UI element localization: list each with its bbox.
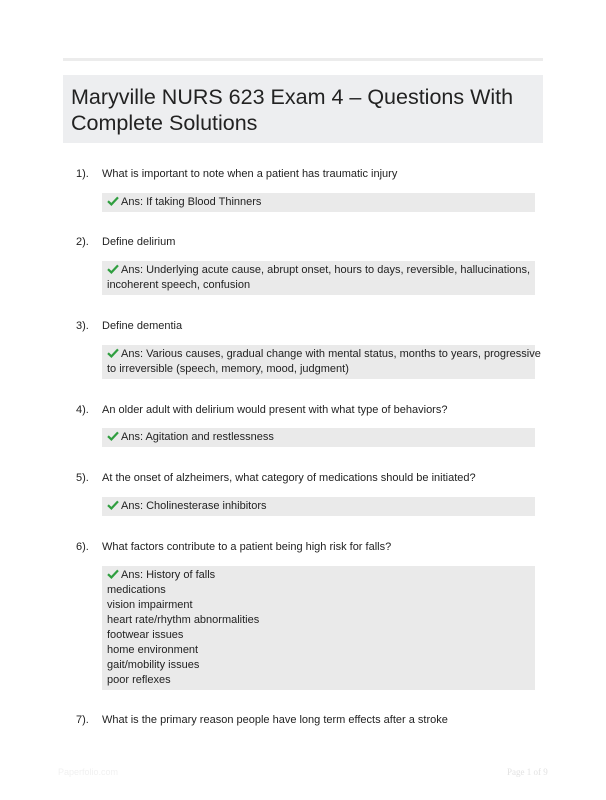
question-text: Define dementia	[102, 320, 183, 332]
footer-watermark: Paperfolio.com	[58, 767, 119, 777]
question-number: 4).	[76, 404, 89, 416]
answer-line: heart rate/rhythm abnormalities	[107, 614, 260, 626]
answer-line	[107, 195, 531, 210]
question-text: At the onset of alzheimers, what category of medications should be initiated?	[102, 472, 476, 484]
answer-line: home environment	[107, 644, 199, 656]
answer-line: to irreversible (speech, memory, mood, judgment)	[107, 363, 349, 375]
title-banner	[63, 75, 543, 143]
question-text: What is important to note when a patient has traumatic injury	[102, 168, 398, 180]
question-text: Define delirium	[102, 236, 176, 248]
check-icon	[107, 431, 119, 441]
check-icon	[107, 196, 119, 206]
answer-box	[102, 566, 535, 690]
question-text: What is the primary reason people have long term effects after a stroke	[102, 714, 448, 726]
answer-text: Ans: Agitation and restlessness	[121, 431, 274, 443]
page-indicator: Page 1 of 9	[507, 767, 548, 777]
answer-text: Ans: Various causes, gradual change with mental status, months to years, progressive	[121, 348, 541, 360]
question-number: 3).	[76, 320, 89, 332]
top-divider	[63, 58, 543, 61]
question-number: 7).	[76, 714, 89, 726]
answer-line: gait/mobility issues	[107, 659, 200, 671]
answer-text: Ans: Underlying acute cause, abrupt onset, hours to days, reversible, hallucinations,	[121, 264, 531, 276]
answer-box	[102, 428, 535, 447]
check-icon	[107, 348, 119, 358]
answer-box	[102, 345, 541, 379]
question-number: 6).	[76, 541, 89, 553]
question-number: 1).	[76, 168, 89, 180]
answer-box	[102, 497, 535, 516]
answer-line	[107, 263, 531, 278]
answer-line	[107, 499, 531, 514]
question-text: An older adult with delirium would present with what type of behaviors?	[102, 404, 448, 416]
answer-line: footwear issues	[107, 629, 184, 641]
answer-box	[102, 193, 535, 212]
answer-line	[107, 568, 531, 583]
question-text: What factors contribute to a patient being high risk for falls?	[102, 541, 392, 553]
answer-line: poor reflexes	[107, 674, 171, 686]
page-title: Maryville NURS 623 Exam 4 – Questions With Complete Solutions	[71, 85, 514, 135]
answer-text: Ans: Cholinesterase inhibitors	[121, 500, 267, 512]
answer-box	[102, 261, 535, 295]
answer-line	[107, 430, 531, 445]
answer-line	[107, 347, 541, 362]
check-icon	[107, 569, 119, 579]
check-icon	[107, 264, 119, 274]
question-number: 5).	[76, 472, 89, 484]
answer-text: Ans: If taking Blood Thinners	[121, 196, 262, 208]
answer-text: Ans: History of falls	[121, 569, 216, 581]
answer-line: incoherent speech, confusion	[107, 279, 251, 291]
answer-line: medications	[107, 584, 166, 596]
question-number: 2).	[76, 236, 89, 248]
answer-line: vision impairment	[107, 599, 193, 611]
check-icon	[107, 500, 119, 510]
